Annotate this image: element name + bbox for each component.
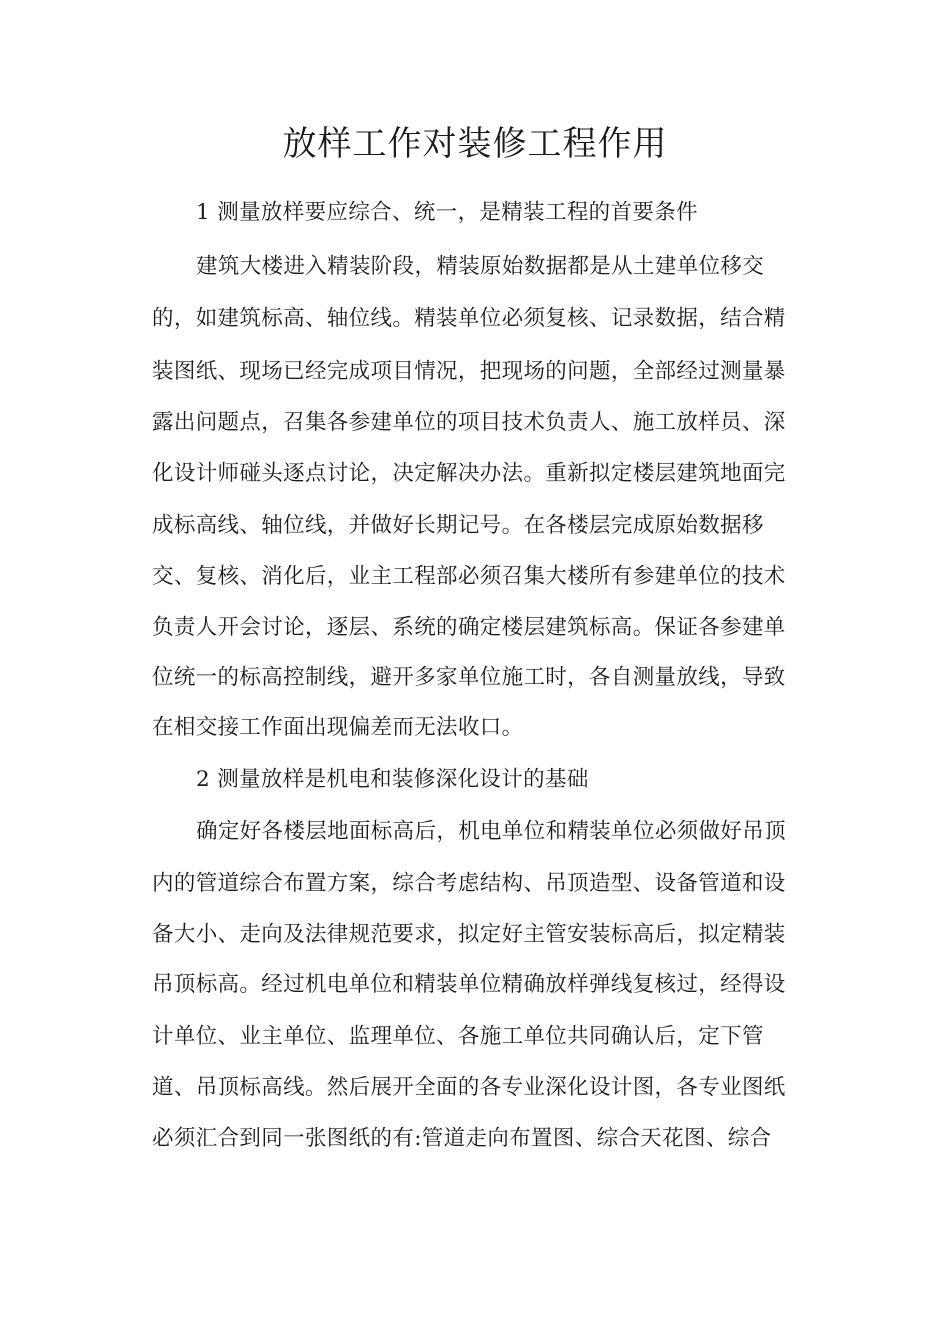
paragraph-line: 备大小、走向及法律规范要求，拟定好主管安装标高后，拟定精装 [152, 922, 786, 947]
paragraph-line: 装图纸、现场已经完成项目情况，把现场的问题，全部经过测量暴 [152, 359, 786, 384]
section-heading-1: 1 测量放样要应综合、统一，是精装工程的首要条件 [196, 200, 698, 225]
paragraph-line: 交、复核、消化后，业主工程部必须召集大楼所有参建单位的技术 [152, 564, 786, 589]
paragraph-line: 的，如建筑标高、轴位线。精装单位必须复核、记录数据，结合精 [152, 306, 786, 331]
paragraph-line: 必须汇合到同一张图纸的有:管道走向布置图、综合天花图、综合 [152, 1126, 772, 1151]
paragraph-line: 建筑大楼进入精装阶段，精装原始数据都是从土建单位移交 [196, 254, 765, 279]
paragraph-line: 道、吊顶标高线。然后展开全面的各专业深化设计图，各专业图纸 [152, 1075, 786, 1100]
paragraph-line: 露出问题点，召集各参建单位的项目技术负责人、施工放样员、深 [152, 410, 786, 435]
paragraph-line: 负责人开会讨论，逐层、系统的确定楼层建筑标高。保证各参建单 [152, 615, 786, 640]
paragraph-line: 确定好各楼层地面标高后，机电单位和精装单位必须做好吊顶 [196, 819, 786, 844]
document-title: 放样工作对装修工程作用 [282, 124, 668, 164]
paragraph-line: 位统一的标高控制线，避开多家单位施工时，各自测量放线，导致 [152, 665, 786, 690]
paragraph-line: 成标高线、轴位线，并做好长期记号。在各楼层完成原始数据移 [152, 513, 764, 538]
paragraph-line: 吊顶标高。经过机电单位和精装单位精确放样弹线复核过，经得设 [152, 972, 786, 997]
section-heading-2: 2 测量放样是机电和装修深化设计的基础 [196, 767, 589, 792]
paragraph-line: 在相交接工作面出现偏差而无法收口。 [152, 715, 524, 740]
paragraph-line: 内的管道综合布置方案，综合考虑结构、吊顶造型、设备管道和设 [152, 871, 786, 896]
paragraph-line: 计单位、业主单位、监理单位、各施工单位共同确认后，定下管 [152, 1024, 764, 1049]
paragraph-line: 化设计师碰头逐点讨论，决定解决办法。重新拟定楼层建筑地面完 [152, 461, 786, 486]
